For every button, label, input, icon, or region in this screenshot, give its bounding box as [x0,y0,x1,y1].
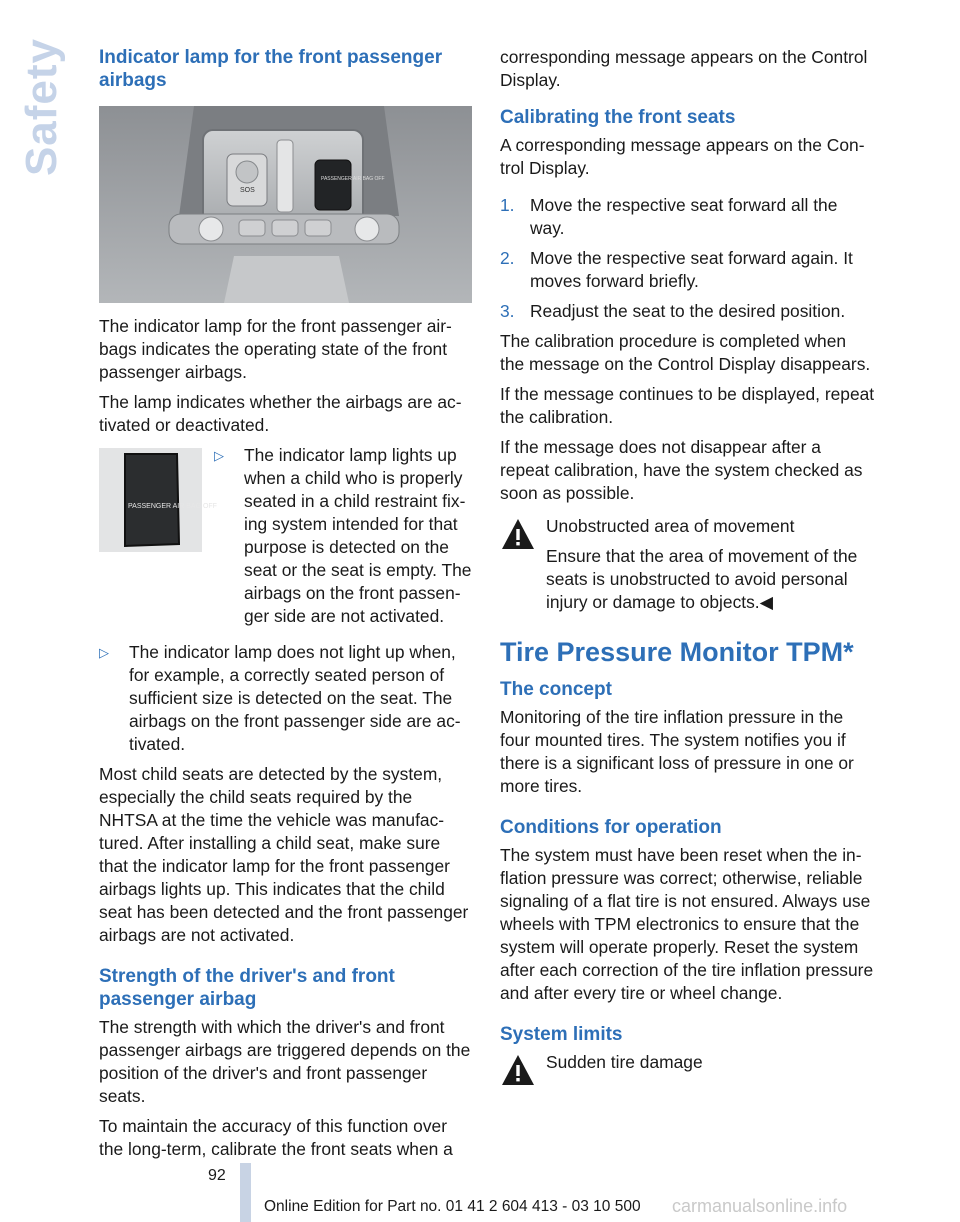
heading-concept: The concept [500,679,612,700]
para-indicator-1: The indicator lamp for the front passenger airbags indicates the operating state of the front passenger airbags. [99,316,452,382]
heading-indicator-lamp: Indicator lamp for the front passenger airbags [99,47,443,91]
step-text: Move the respective seat forward again. It moves forward briefly. [530,248,853,291]
watermark: carmanualsonline.info [672,1196,848,1216]
step-number: 2. [500,248,515,268]
step-number: 3. [500,301,515,321]
heading-airbag-strength: Strength of the driver's and front passenger airbag [99,966,395,1010]
bullet-item-1 [214,444,472,628]
warning-tire-damage [500,1051,875,1074]
photo-passenger-label: PASSENGER AIR BAG OFF [321,176,385,182]
step-item [500,300,875,323]
heading-system-limits: System limits [500,1024,623,1045]
lamp-bullet-block [99,444,472,635]
warning-movement-title: Unobstructed area of movement [546,516,795,536]
para-completed: The calibration procedure is completed when the message on the Control Display disappears. [500,331,871,374]
section-tab-label: Safety [17,37,66,177]
left-column [99,46,472,1168]
overhead-console-photo [99,106,472,303]
step-text: Readjust the seat to the desired position. [530,301,846,321]
para-strength-1: The strength with which the driver's and front passenger airbags are triggered depends on the position of the driver's and front passenger seats. [99,1017,471,1106]
bullet-text-1: The indicator lamp lights up when a child who is properly seated in a child restraint fixing system intended for that purpose is detected on the seat or the seat is empty. The airbags on the front passenger side are not activated. [244,445,472,626]
heading-conditions: Conditions for operation [500,817,722,838]
section-tab [16,37,68,177]
right-column [500,46,875,1081]
para-continued: corresponding message appears on the Control Display. [500,47,868,90]
lamp-label: PASSENGER AIR BAG OFF [128,503,217,510]
bullet-item-2 [99,641,472,756]
heading-tpm: Tire Pressure Monitor TPM* [500,637,854,667]
warning-movement-body: Ensure that the area of movement of the seats is unobstructed to avoid personal injury or damage to objects.◀ [546,546,858,612]
para-conditions: The system must have been reset when the inflation pressure was correct; otherwise, reliable signaling of a flat tire is not ensured. Always use wheels with TPM electronics to ensure that the system will operate properly. Reset the system after each correction of the tire inflation pressure and after every tire or wheel change. [500,845,874,1003]
triangle-bullet-icon: ▷ [99,645,109,660]
step-number: 1. [500,195,515,215]
step-text: Move the respective seat forward all the way. [530,195,838,238]
sos-label: SOS [240,187,255,194]
para-repeat: If the message continues to be displayed, repeat the calibration. [500,384,875,427]
heading-calibrating: Calibrating the front seats [500,107,736,128]
triangle-bullet-icon: ▷ [214,448,224,463]
bullet-text-2: The indicator lamp does not light up when, for example, a correctly seated person of sufficient size is detected on the seat. The airbags on the front passenger side are activated. [129,642,461,754]
para-child-seats: Most child seats are detected by the system, especially the child seats required by the NHTSA at the time the vehicle was manufactured. After installing a child seat, make sure that the indicator lamp for the front passenger airbags lights up. This indicates that the child seat has been detected and the front passenger airbags are not activated. [99,764,469,945]
page-number: 92 [208,1167,226,1184]
warning-triangle-icon [500,517,536,551]
para-calibrating: A corresponding message appears on the Control Display. [500,135,865,178]
airbag-off-lamp-image [99,448,217,552]
para-checked: If the message does not disappear after a repeat calibration, have the system checked as soon as possible. [500,437,863,503]
edition-text: Online Edition for Part no. 01 41 2 604 413 - 03 10 500 [264,1198,641,1215]
warning-triangle-icon [500,1053,536,1087]
footer-bar [240,1163,251,1222]
step-item [500,194,875,240]
para-strength-2: To maintain the accuracy of this function over the long-term, calibrate the front seats when a [99,1116,453,1159]
warning-movement [500,515,875,614]
warning-tire-damage-title: Sudden tire damage [546,1052,703,1072]
para-concept: Monitoring of the tire inflation pressure in the four mounted tires. The system notifies you if there is a significant loss of pressure in one or more tires. [500,707,854,796]
para-indicator-2: The lamp indicates whether the airbags are activated or deactivated. [99,392,462,435]
step-item [500,247,875,293]
